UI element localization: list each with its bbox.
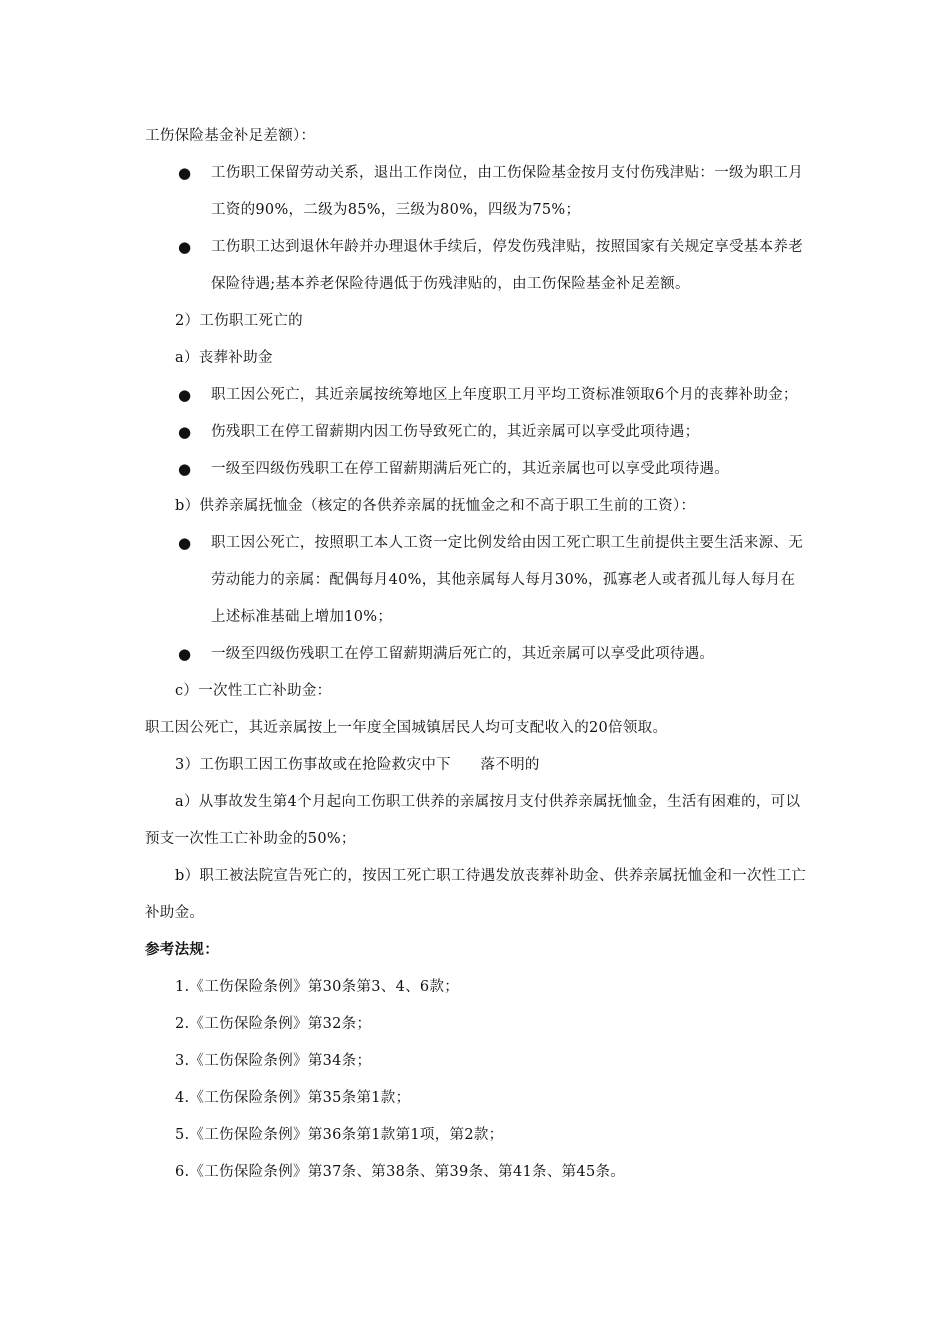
intro-line: 工伤保险基金补足差额）： xyxy=(145,128,316,144)
list-item xyxy=(145,414,810,451)
subsection-heading: c）一次性工亡补助金： xyxy=(175,683,332,699)
bullet-icon: ● xyxy=(178,164,192,182)
document-page xyxy=(145,118,810,1191)
section-heading: 2）工伤职工死亡的 xyxy=(175,313,303,329)
subsection-heading: a）丧葬补助金 xyxy=(175,350,273,366)
list-item-text: 职工因公死亡，其近亲属按统筹地区上年度职工月平均工资标准领取6个月的丧葬补助金； xyxy=(211,387,798,403)
paragraph: b）职工被法院宣告死亡的，按因工死亡职工待遇发放丧葬补助金、供养亲属抚恤金和一次性工亡补助金。 xyxy=(145,868,807,921)
list-item xyxy=(145,636,810,673)
reference-item: 5.《工伤保险条例》第36条第1款第1项，第2款； xyxy=(175,1127,504,1143)
list-item-text: 一级至四级伤残职工在停工留薪期满后死亡的，其近亲属可以享受此项待遇。 xyxy=(211,646,715,662)
list-item xyxy=(145,525,810,636)
reference-item: 2.《工伤保险条例》第32条； xyxy=(175,1016,372,1032)
bullet-icon: ● xyxy=(178,460,192,478)
bullet-icon: ● xyxy=(178,423,192,441)
list-item-text: 工伤职工保留劳动关系，退出工作岗位，由工伤保险基金按月支付伤残津贴：一级为职工月工资的90%，二级为85%，三级为80%，四级为75%； xyxy=(211,165,803,218)
list-item-text: 伤残职工在停工留薪期内因工伤导致死亡的，其近亲属可以享受此项待遇； xyxy=(211,424,700,440)
bullet-icon: ● xyxy=(178,386,192,404)
reference-item: 1.《工伤保险条例》第30条第3、4、6款； xyxy=(175,979,460,995)
reference-item: 4.《工伤保险条例》第35条第1款； xyxy=(175,1090,411,1106)
reference-item: 6.《工伤保险条例》第37条、第38条、第39条、第41条、第45条。 xyxy=(175,1164,626,1180)
list-item-text: 职工因公死亡，按照职工本人工资一定比例发给由因工死亡职工生前提供主要生活来源、无劳动能力的亲属：配偶每月40%，其他亲属每人每月30%，孤寡老人或者孤儿每人每月在上述标准基础上增加10%； xyxy=(211,535,803,625)
list-item-text: 一级至四级伤残职工在停工留薪期满后死亡的，其近亲属也可以享受此项待遇。 xyxy=(211,461,729,477)
reference-item: 3.《工伤保险条例》第34条； xyxy=(175,1053,372,1069)
list-item xyxy=(145,377,810,414)
list-item-text: 工伤职工达到退休年龄并办理退休手续后，停发伤残津贴，按照国家有关规定享受基本养老保险待遇;基本养老保险待遇低于伤残津贴的，由工伤保险基金补足差额。 xyxy=(211,239,803,292)
bullet-icon: ● xyxy=(178,645,192,663)
paragraph: a）从事故发生第4个月起向工伤职工供养的亲属按月支付供养亲属抚恤金，生活有困难的，可以预支一次性工亡补助金的50%； xyxy=(145,794,801,847)
list-item xyxy=(145,229,810,303)
list-item xyxy=(145,155,810,229)
section-heading: 3）工伤职工因工伤事故或在抢险救灾中下 落不明的 xyxy=(175,757,540,773)
paragraph: 职工因公死亡，其近亲属按上一年度全国城镇居民人均可支配收入的20倍领取。 xyxy=(145,720,668,736)
list-item xyxy=(145,451,810,488)
bullet-icon: ● xyxy=(178,534,192,552)
subsection-heading: b）供养亲属抚恤金（核定的各供养亲属的抚恤金之和不高于职工生前的工资）： xyxy=(175,498,696,514)
bullet-icon: ● xyxy=(178,238,192,256)
reference-title: 参考法规： xyxy=(145,942,219,958)
